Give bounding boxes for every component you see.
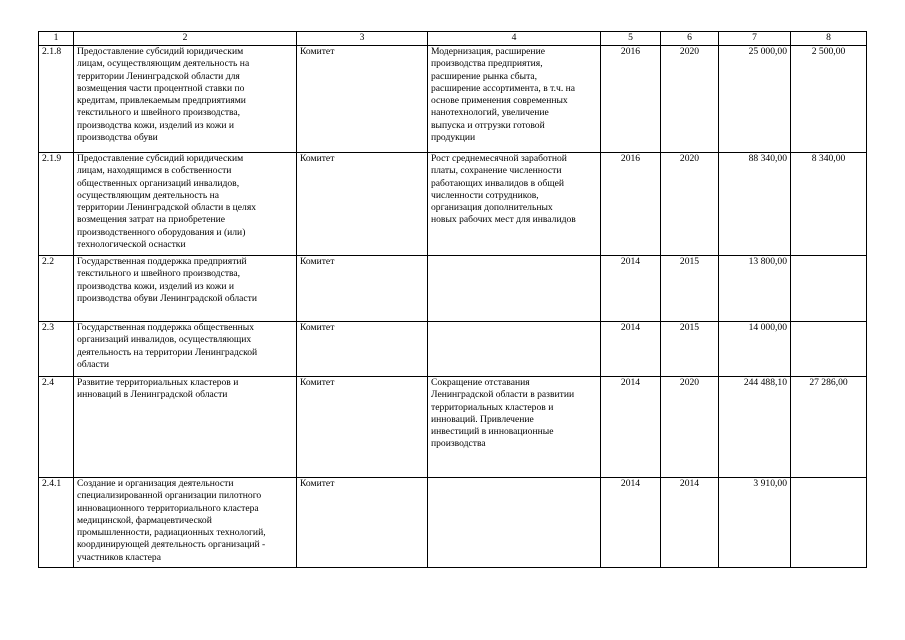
col-header-7: 7 (719, 32, 791, 46)
table-row (39, 322, 867, 377)
row-measure: Развитие территориальных кластеров и инноваций в Ленинградской области (74, 377, 297, 478)
row-start-year: 2016 (601, 153, 661, 256)
row-end-year: 2015 (661, 256, 719, 322)
col-header-8: 8 (791, 32, 867, 46)
row-result (428, 478, 601, 568)
header-row (39, 32, 867, 46)
row-measure: Государственная поддержка предприятий текстильного и швейного производства, производства кожи, изделий из кожи и производства обуви Ленинградской области (74, 256, 297, 322)
row-result: Сокращение отставания Ленинградской области в развитии территориальных кластеров и инноваций. Привлечение инвестиций в инновационные производства (428, 377, 601, 478)
table-row (39, 256, 867, 322)
row-code: 2.4 (39, 377, 74, 478)
row-total-amount: 244 488,10 (719, 377, 791, 478)
row-result (428, 256, 601, 322)
row-code: 2.1.9 (39, 153, 74, 256)
row-total-amount: 25 000,00 (719, 46, 791, 153)
row-end-year: 2020 (661, 46, 719, 153)
row-amount: 8 340,00 (791, 153, 867, 256)
row-code: 2.1.8 (39, 46, 74, 153)
row-measure: Предоставление субсидий юридическим лицам, находящимся в собственности общественных организаций инвалидов, осуществляющим деятельность на территории Ленинградской области в целях возмещения затрат на приобретение производственного оборудования и (или) технологической оснастки (74, 153, 297, 256)
row-code: 2.3 (39, 322, 74, 377)
row-start-year: 2014 (601, 322, 661, 377)
row-end-year: 2015 (661, 322, 719, 377)
row-start-year: 2014 (601, 478, 661, 568)
col-header-2: 2 (74, 32, 297, 46)
row-amount (791, 322, 867, 377)
col-header-3: 3 (297, 32, 428, 46)
row-executor: Комитет (297, 46, 428, 153)
row-total-amount: 14 000,00 (719, 322, 791, 377)
row-executor: Комитет (297, 256, 428, 322)
row-amount (791, 478, 867, 568)
row-amount (791, 256, 867, 322)
row-measure: Создание и организация деятельности специализированной организации пилотного инновационного территориального кластера медицинской, фармацевтической промышленности, радиационных технологий, координирующей деятельность организаций - участников кластера (74, 478, 297, 568)
row-total-amount: 3 910,00 (719, 478, 791, 568)
row-start-year: 2016 (601, 46, 661, 153)
table-row (39, 46, 867, 153)
row-executor: Комитет (297, 377, 428, 478)
row-amount: 2 500,00 (791, 46, 867, 153)
col-header-4: 4 (428, 32, 601, 46)
row-result: Рост среднемесячной заработной платы, сохранение численности работающих инвалидов в общей численности сотрудников, организация дополнительных новых рабочих мест для инвалидов (428, 153, 601, 256)
row-executor: Комитет (297, 322, 428, 377)
row-measure: Государственная поддержка общественных организаций инвалидов, осуществляющих деятельность на территории Ленинградской области (74, 322, 297, 377)
row-result (428, 322, 601, 377)
row-measure: Предоставление субсидий юридическим лицам, осуществляющим деятельность на территории Ленинградской области для возмещения части процентной ставки по кредитам, привлекаемым предприятиями текстильного и швейного производства, производства кожи, изделий из кожи и производства обуви (74, 46, 297, 153)
row-end-year: 2020 (661, 377, 719, 478)
table-row (39, 478, 867, 568)
col-header-6: 6 (661, 32, 719, 46)
row-end-year: 2020 (661, 153, 719, 256)
row-executor: Комитет (297, 153, 428, 256)
table-row (39, 377, 867, 478)
col-header-5: 5 (601, 32, 661, 46)
row-executor: Комитет (297, 478, 428, 568)
row-end-year: 2014 (661, 478, 719, 568)
row-start-year: 2014 (601, 256, 661, 322)
row-total-amount: 88 340,00 (719, 153, 791, 256)
program-measures-table (38, 31, 867, 568)
row-amount: 27 286,00 (791, 377, 867, 478)
col-header-1: 1 (39, 32, 74, 46)
row-start-year: 2014 (601, 377, 661, 478)
row-result: Модернизация, расширение производства предприятия, расширение рынка сбыта, расширение ассортимента, в т.ч. на основе применения современных нанотехнологий, увеличение выпуска и отгрузки готовой продукции (428, 46, 601, 153)
table-row (39, 153, 867, 256)
row-code: 2.2 (39, 256, 74, 322)
row-code: 2.4.1 (39, 478, 74, 568)
row-total-amount: 13 800,00 (719, 256, 791, 322)
